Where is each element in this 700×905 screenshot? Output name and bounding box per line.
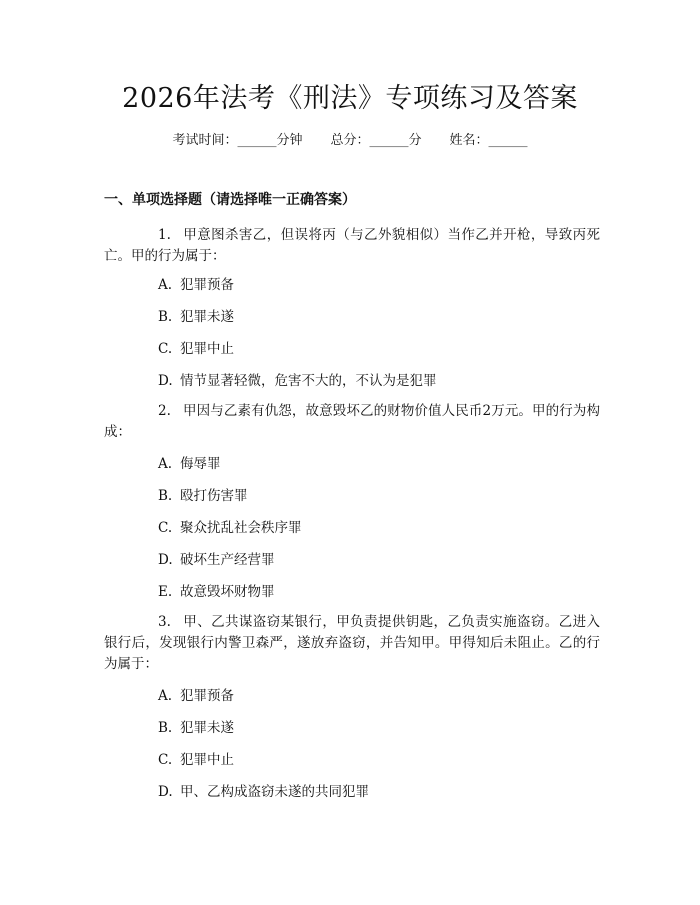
question-2-option-d bbox=[158, 550, 275, 570]
option-letter: C. bbox=[158, 341, 173, 357]
option-letter: B. bbox=[158, 309, 173, 325]
option-text: 聚众扰乱社会秩序罪 bbox=[180, 520, 302, 536]
question-2-option-a bbox=[158, 454, 221, 474]
question-text: 甲因与乙素有仇怨，故意毁坏乙的财物价值人民币2万元。甲的行为构成： bbox=[104, 403, 600, 440]
option-text: 破坏生产经营罪 bbox=[180, 552, 275, 568]
question-2 bbox=[104, 401, 600, 443]
question-1-option-a bbox=[158, 275, 234, 295]
question-2-option-c bbox=[158, 518, 302, 538]
option-letter: D. bbox=[158, 373, 173, 389]
total-score-field: 总分：______分 bbox=[330, 133, 422, 148]
option-letter: A. bbox=[158, 277, 173, 293]
option-letter: C. bbox=[158, 752, 173, 768]
option-text: 犯罪中止 bbox=[180, 341, 234, 357]
option-letter: A. bbox=[158, 688, 173, 704]
option-letter: D. bbox=[158, 552, 173, 568]
option-text: 故意毁坏财物罪 bbox=[180, 584, 275, 600]
question-number: 1. bbox=[158, 227, 171, 243]
question-1 bbox=[104, 225, 600, 267]
option-text: 情节显著轻微，危害不大的，不认为是犯罪 bbox=[180, 373, 437, 389]
question-3-option-c bbox=[158, 750, 234, 770]
option-letter: A. bbox=[158, 456, 173, 472]
option-text: 犯罪预备 bbox=[180, 277, 234, 293]
option-letter: E. bbox=[158, 584, 173, 600]
option-text: 犯罪未遂 bbox=[180, 720, 234, 736]
option-letter: D. bbox=[158, 784, 173, 800]
question-1-option-d bbox=[158, 371, 437, 391]
option-text: 殴打伤害罪 bbox=[180, 488, 248, 504]
option-letter: C. bbox=[158, 520, 173, 536]
name-field: 姓名：______ bbox=[449, 133, 528, 148]
option-text: 犯罪未遂 bbox=[180, 309, 234, 325]
exam-info-line bbox=[0, 131, 700, 151]
option-letter: B. bbox=[158, 720, 173, 736]
question-3-option-b bbox=[158, 718, 234, 738]
question-1-option-b bbox=[158, 307, 234, 327]
section-heading: 一、单项选择题（请选择唯一正确答案） bbox=[104, 192, 356, 208]
question-2-option-b bbox=[158, 486, 248, 506]
option-text: 侮辱罪 bbox=[180, 456, 221, 472]
option-text: 犯罪中止 bbox=[180, 752, 234, 768]
question-2-option-e bbox=[158, 582, 275, 602]
question-3-option-d bbox=[158, 782, 369, 802]
question-number: 2. bbox=[158, 403, 171, 419]
question-text: 甲、乙共谋盗窃某银行，甲负责提供钥匙，乙负责实施盗窃。乙进入银行后，发现银行内警卫森严，遂放弃盗窃，并告知甲。甲得知后未阻止。乙的行为属于： bbox=[104, 614, 600, 672]
option-text: 甲、乙构成盗窃未遂的共同犯罪 bbox=[180, 784, 369, 800]
exam-time-field: 考试时间：______分钟 bbox=[172, 133, 303, 148]
document-title: 2026年法考《刑法》专项练习及答案 bbox=[122, 83, 578, 114]
option-text: 犯罪预备 bbox=[180, 688, 234, 704]
option-letter: B. bbox=[158, 488, 173, 504]
question-text: 甲意图杀害乙，但误将丙（与乙外貌相似）当作乙并开枪，导致丙死亡。甲的行为属于： bbox=[104, 227, 600, 264]
question-3-option-a bbox=[158, 686, 234, 706]
question-1-option-c bbox=[158, 339, 234, 359]
question-3 bbox=[104, 612, 600, 675]
question-number: 3. bbox=[158, 614, 171, 630]
